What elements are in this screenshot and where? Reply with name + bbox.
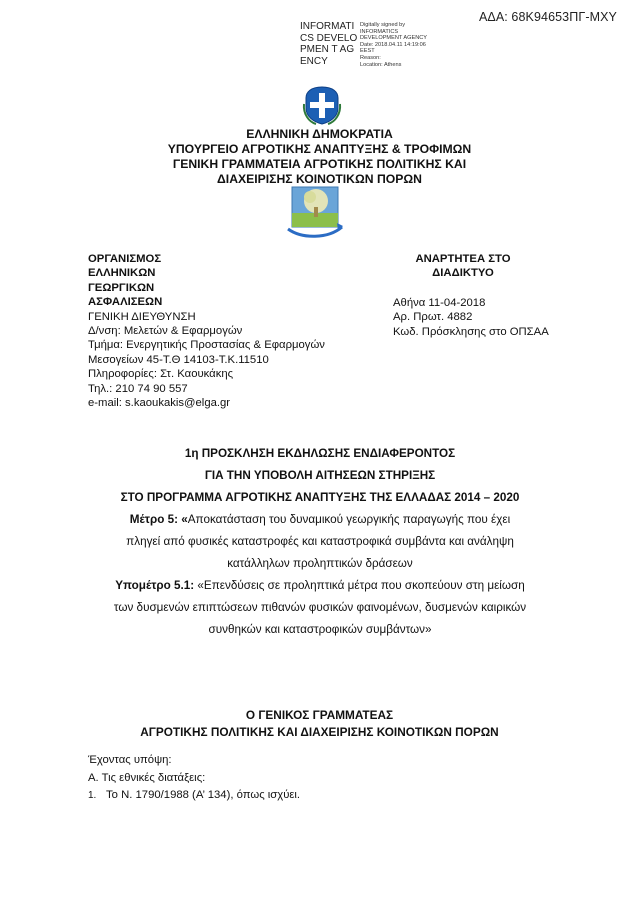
signature-organization: INFORMATICS DEVELOPMEN T AGENCY bbox=[300, 21, 358, 67]
department: Τμήμα: Ενεργητικής Προστασίας & Εφαρμογών bbox=[88, 339, 325, 352]
call-title-block bbox=[60, 443, 580, 641]
call-title: 1η ΠΡΟΣΚΛΗΣΗ ΕΚΔΗΛΩΣΗΣ ΕΝΔΙΑΦΕΡΟΝΤΟΣ bbox=[184, 447, 456, 460]
ministry-title: ΥΠΟΥΡΓΕΙΟ ΑΓΡΟΤΙΚΗΣ ΑΝΑΠΤΥΞΗΣ & ΤΡΟΦΙΜΩΝ bbox=[167, 142, 472, 156]
general-secretary-office: ΑΓΡΟΤΙΚΗΣ ΠΟΛΙΤΙΚΗΣ ΚΑΙ ΔΙΑΧΕΙΡΙΣΗΣ ΚΟΙΝΟΤΙΚΩΝ ΠΟΡΩΝ bbox=[140, 725, 499, 739]
post-online-label-line2: ΔΙΑΔΙΚΤΥΟ bbox=[432, 267, 494, 280]
phone: Τηλ.: 210 74 90 557 bbox=[88, 382, 188, 395]
signature-line: Location: Athens bbox=[360, 61, 402, 68]
signature-line: Date: 2018.04.11 14:19:06 bbox=[360, 41, 426, 48]
greek-emblem-icon bbox=[301, 84, 343, 126]
list-item-number: 1. bbox=[88, 790, 97, 801]
measure-line2: πληγεί από φυσικές καταστροφές και καταστροφικά συμβάντα και ανάληψη bbox=[126, 535, 514, 548]
call-subtitle: ΓΙΑ ΤΗΝ ΥΠΟΒΟΛΗ ΑΙΤΗΣΕΩΝ ΣΤΗΡΙΞΗΣ bbox=[204, 469, 436, 482]
email: e-mail: s.kaoukakis@elga.gr bbox=[88, 397, 231, 410]
submeasure-label: Υπομέτρο 5.1: bbox=[115, 579, 195, 592]
measure-label: Μέτρο 5: « bbox=[129, 513, 188, 526]
measure-line1 bbox=[60, 509, 580, 531]
submeasure-line2: των δυσμενών επιπτώσεων πιθανών φυσικών φαινομένων, δυσμενών καιρικών bbox=[113, 601, 527, 614]
signature-line: Digitally signed by bbox=[360, 22, 406, 28]
list-item-text: Το Ν. 1790/1988 (Α’ 134), όπως ισχύει. bbox=[106, 789, 301, 801]
directorate: Δ/νση: Μελετών & Εφαρμογών bbox=[88, 325, 243, 338]
measure-text: Αποκατάσταση του δυναμικού γεωργικής παραγωγής που έχει bbox=[187, 513, 511, 526]
section-a-heading: Α. Τις εθνικές διατάξεις: bbox=[88, 771, 206, 784]
measure-line3: κατάλληλων προληπτικών δράσεων bbox=[227, 557, 413, 570]
considerations-block bbox=[88, 752, 300, 805]
program-title: ΣΤΟ ΠΡΟΓΡΑΜΜΑ ΑΓΡΟΤΙΚΗΣ ΑΝΑΠΤΥΞΗΣ ΤΗΣ ΕΛΛΑΔΑΣ 2014 – 2020 bbox=[120, 491, 520, 504]
submeasure-line3: συνθηκών και καταστροφικών συμβάντων» bbox=[208, 623, 432, 636]
organization-name-line: ΕΛΛΗΝΙΚΩΝ bbox=[88, 267, 156, 280]
protocol-number: Αρ. Πρωτ. 4882 bbox=[393, 311, 473, 324]
sender-block bbox=[88, 252, 325, 410]
post-online-label: ΑΝΑΡΤΗΤΕΑ ΣΤΟ bbox=[415, 253, 511, 265]
general-directorate: ΓΕΝΙΚΗ ΔΙΕΥΘΥΝΣΗ bbox=[88, 310, 196, 323]
republic-title: ΕΛΛΗΝΙΚΗ ΔΗΜΟΚΡΑΤΙΑ bbox=[246, 127, 393, 141]
elga-logo-icon bbox=[284, 183, 346, 239]
signature-line: Reason: bbox=[360, 54, 381, 61]
signature-line: DEVELOPMENT AGENCY bbox=[360, 35, 428, 42]
secretariat-title-line2: ΔΙΑΧΕΙΡΙΣΗΣ ΚΟΙΝΟΤΙΚΩΝ ΠΟΡΩΝ bbox=[217, 172, 422, 186]
organization-name-line: ΓΕΩΡΓΙΚΩΝ bbox=[88, 281, 155, 294]
document-date: Αθήνα 11-04-2018 bbox=[393, 296, 486, 309]
list-item bbox=[88, 787, 300, 805]
secretariat-title-line1: ΓΕΝΙΚΗ ΓΡΑΜΜΑΤΕΙΑ ΑΓΡΟΤΙΚΗΣ ΠΟΛΙΤΙΚΗΣ ΚΑΙ bbox=[172, 157, 467, 171]
considerations-intro: Έχοντας υπόψη: bbox=[88, 754, 172, 766]
organization-name-line: ΑΣΦΑΛΙΣΕΩΝ bbox=[88, 296, 163, 309]
address: Μεσογείων 45-Τ.Θ 14103-Τ.Κ.11510 bbox=[88, 353, 269, 366]
ada-code: ΑΔΑ: 68Κ94653ΠΓ-ΜΧΥ bbox=[478, 10, 617, 24]
signature-line: EEST bbox=[360, 48, 375, 55]
general-secretary-title: Ο ΓΕΝΙΚΟΣ ΓΡΑΜΜΑΤΕΑΣ bbox=[245, 708, 394, 722]
submeasure-line1 bbox=[60, 575, 580, 597]
organization-name-line: ΟΡΓΑΝΙΣΜΟΣ bbox=[88, 253, 162, 265]
document-info-block bbox=[393, 252, 549, 339]
signature-line: INFORMATICS bbox=[360, 28, 399, 35]
contact-person: Πληροφορίες: Στ. Καουκάκης bbox=[88, 368, 234, 381]
signature-details bbox=[360, 22, 440, 68]
submeasure-text: «Επενδύσεις σε προληπτικά μέτρα που σκοπεύουν στη μείωση bbox=[194, 579, 525, 592]
call-code: Κωδ. Πρόσκλησης στο ΟΠΣΑΑ bbox=[393, 325, 549, 338]
